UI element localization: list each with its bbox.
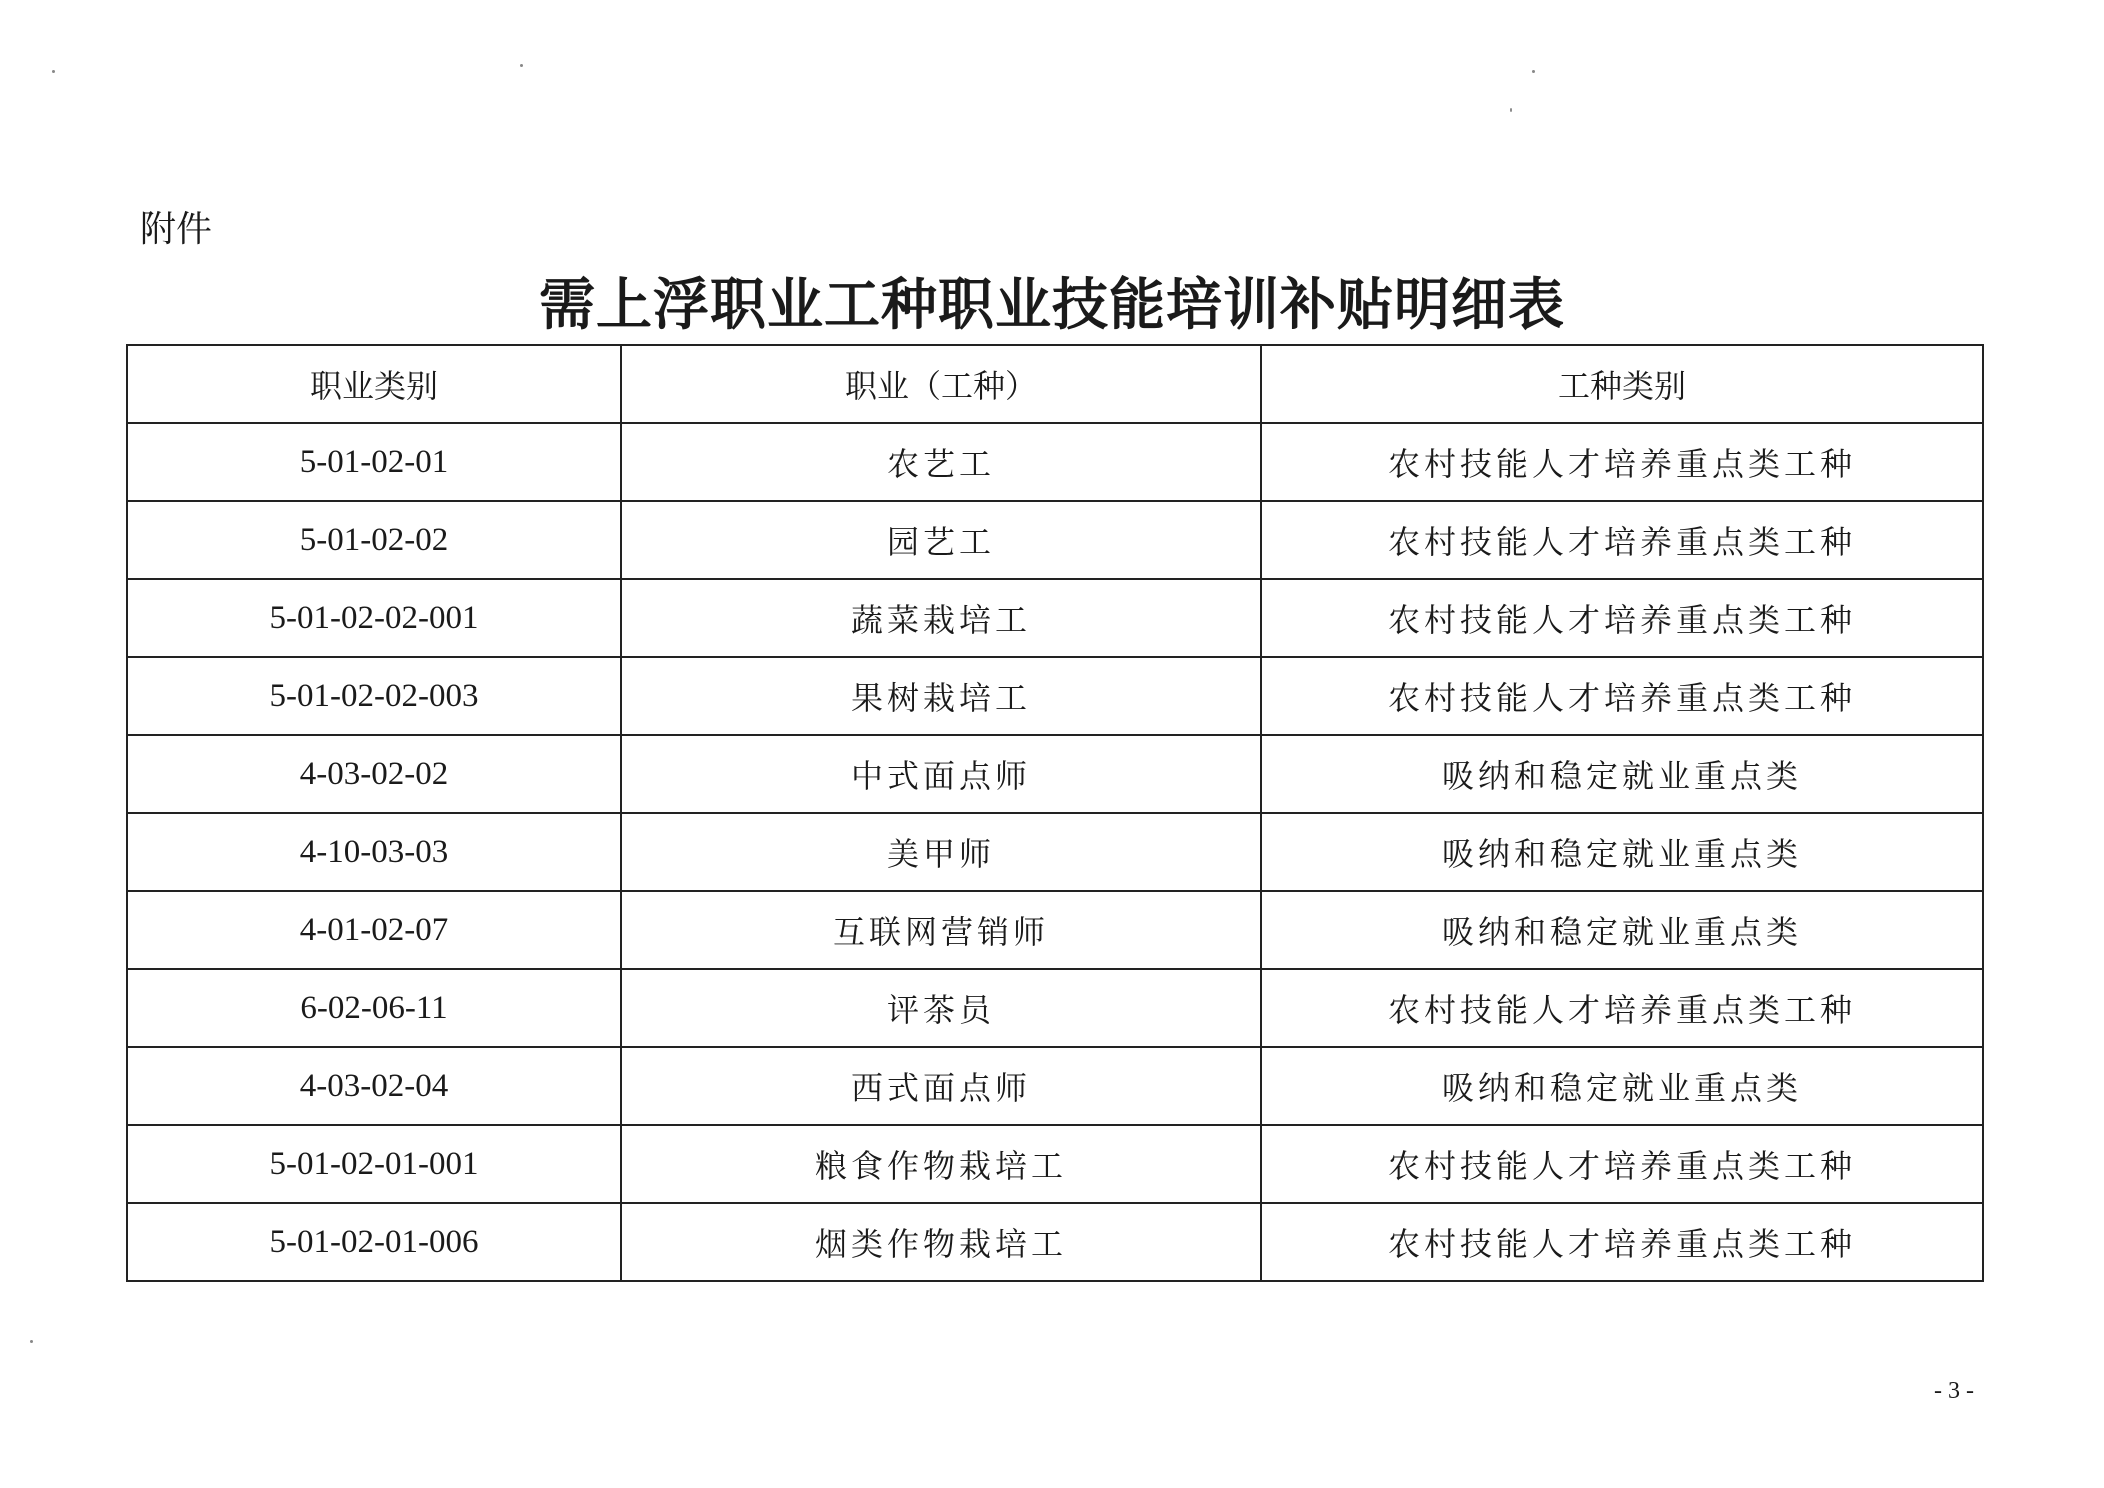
attachment-label: 附件	[140, 209, 213, 250]
scan-speck	[1532, 70, 1535, 73]
job-category-cell: 吸纳和稳定就业重点类	[1261, 891, 1983, 969]
occupation-name-cell: 互联网营销师	[621, 891, 1261, 969]
occupation-code-cell: 5-01-02-02-003	[127, 657, 621, 735]
job-category-cell: 农村技能人才培养重点类工种	[1261, 1125, 1983, 1203]
job-category-cell: 农村技能人才培养重点类工种	[1261, 501, 1983, 579]
occupation-name-cell: 园艺工	[621, 501, 1261, 579]
job-category-cell: 吸纳和稳定就业重点类	[1261, 735, 1983, 813]
occupation-code-cell: 5-01-02-01	[127, 423, 621, 501]
occupation-code-cell: 4-03-02-02	[127, 735, 621, 813]
occupation-code-cell: 4-10-03-03	[127, 813, 621, 891]
job-category-cell: 农村技能人才培养重点类工种	[1261, 423, 1983, 501]
occupation-name-cell: 果树栽培工	[621, 657, 1261, 735]
occupation-name-cell: 中式面点师	[621, 735, 1261, 813]
occupation-name-cell: 烟类作物栽培工	[621, 1203, 1261, 1281]
occupation-code-cell: 4-03-02-04	[127, 1047, 621, 1125]
table-row	[127, 1203, 1983, 1281]
table-row	[127, 813, 1983, 891]
job-category-cell: 农村技能人才培养重点类工种	[1261, 969, 1983, 1047]
occupation-code-cell: 6-02-06-11	[127, 969, 621, 1047]
occupation-code-cell: 5-01-02-01-006	[127, 1203, 621, 1281]
table-row	[127, 1125, 1983, 1203]
job-category-cell: 吸纳和稳定就业重点类	[1261, 813, 1983, 891]
table-row	[127, 969, 1983, 1047]
scan-speck	[52, 70, 55, 73]
header-occupation-type: 职业（工种）	[621, 345, 1261, 423]
occupation-code-cell: 4-01-02-07	[127, 891, 621, 969]
job-category-cell: 农村技能人才培养重点类工种	[1261, 1203, 1983, 1281]
occupation-code-cell: 5-01-02-01-001	[127, 1125, 621, 1203]
header-occupation-category: 职业类别	[127, 345, 621, 423]
occupation-name-cell: 蔬菜栽培工	[621, 579, 1261, 657]
occupation-code-cell: 5-01-02-02	[127, 501, 621, 579]
table-row	[127, 579, 1983, 657]
table-row	[127, 423, 1983, 501]
scan-speck	[30, 1340, 33, 1343]
table-row	[127, 735, 1983, 813]
table-row	[127, 1047, 1983, 1125]
header-job-category: 工种类别	[1261, 345, 1983, 423]
table-row	[127, 657, 1983, 735]
document-title: 需上浮职业工种职业技能培训补贴明细表	[539, 272, 1565, 338]
job-category-cell: 农村技能人才培养重点类工种	[1261, 579, 1983, 657]
table-row	[127, 891, 1983, 969]
scan-speck	[520, 64, 523, 67]
occupation-name-cell: 西式面点师	[621, 1047, 1261, 1125]
subsidy-table-container	[126, 344, 1982, 1282]
occupation-code-cell: 5-01-02-02-001	[127, 579, 621, 657]
occupation-name-cell: 美甲师	[621, 813, 1261, 891]
scan-speck	[1510, 108, 1512, 112]
table-header-row	[127, 345, 1983, 423]
occupation-name-cell: 评茶员	[621, 969, 1261, 1047]
job-category-cell: 农村技能人才培养重点类工种	[1261, 657, 1983, 735]
job-category-cell: 吸纳和稳定就业重点类	[1261, 1047, 1983, 1125]
occupation-name-cell: 粮食作物栽培工	[621, 1125, 1261, 1203]
page-number: - 3 -	[1934, 1378, 1974, 1404]
table-row	[127, 501, 1983, 579]
table-body	[127, 423, 1983, 1281]
subsidy-table	[126, 344, 1984, 1282]
occupation-name-cell: 农艺工	[621, 423, 1261, 501]
